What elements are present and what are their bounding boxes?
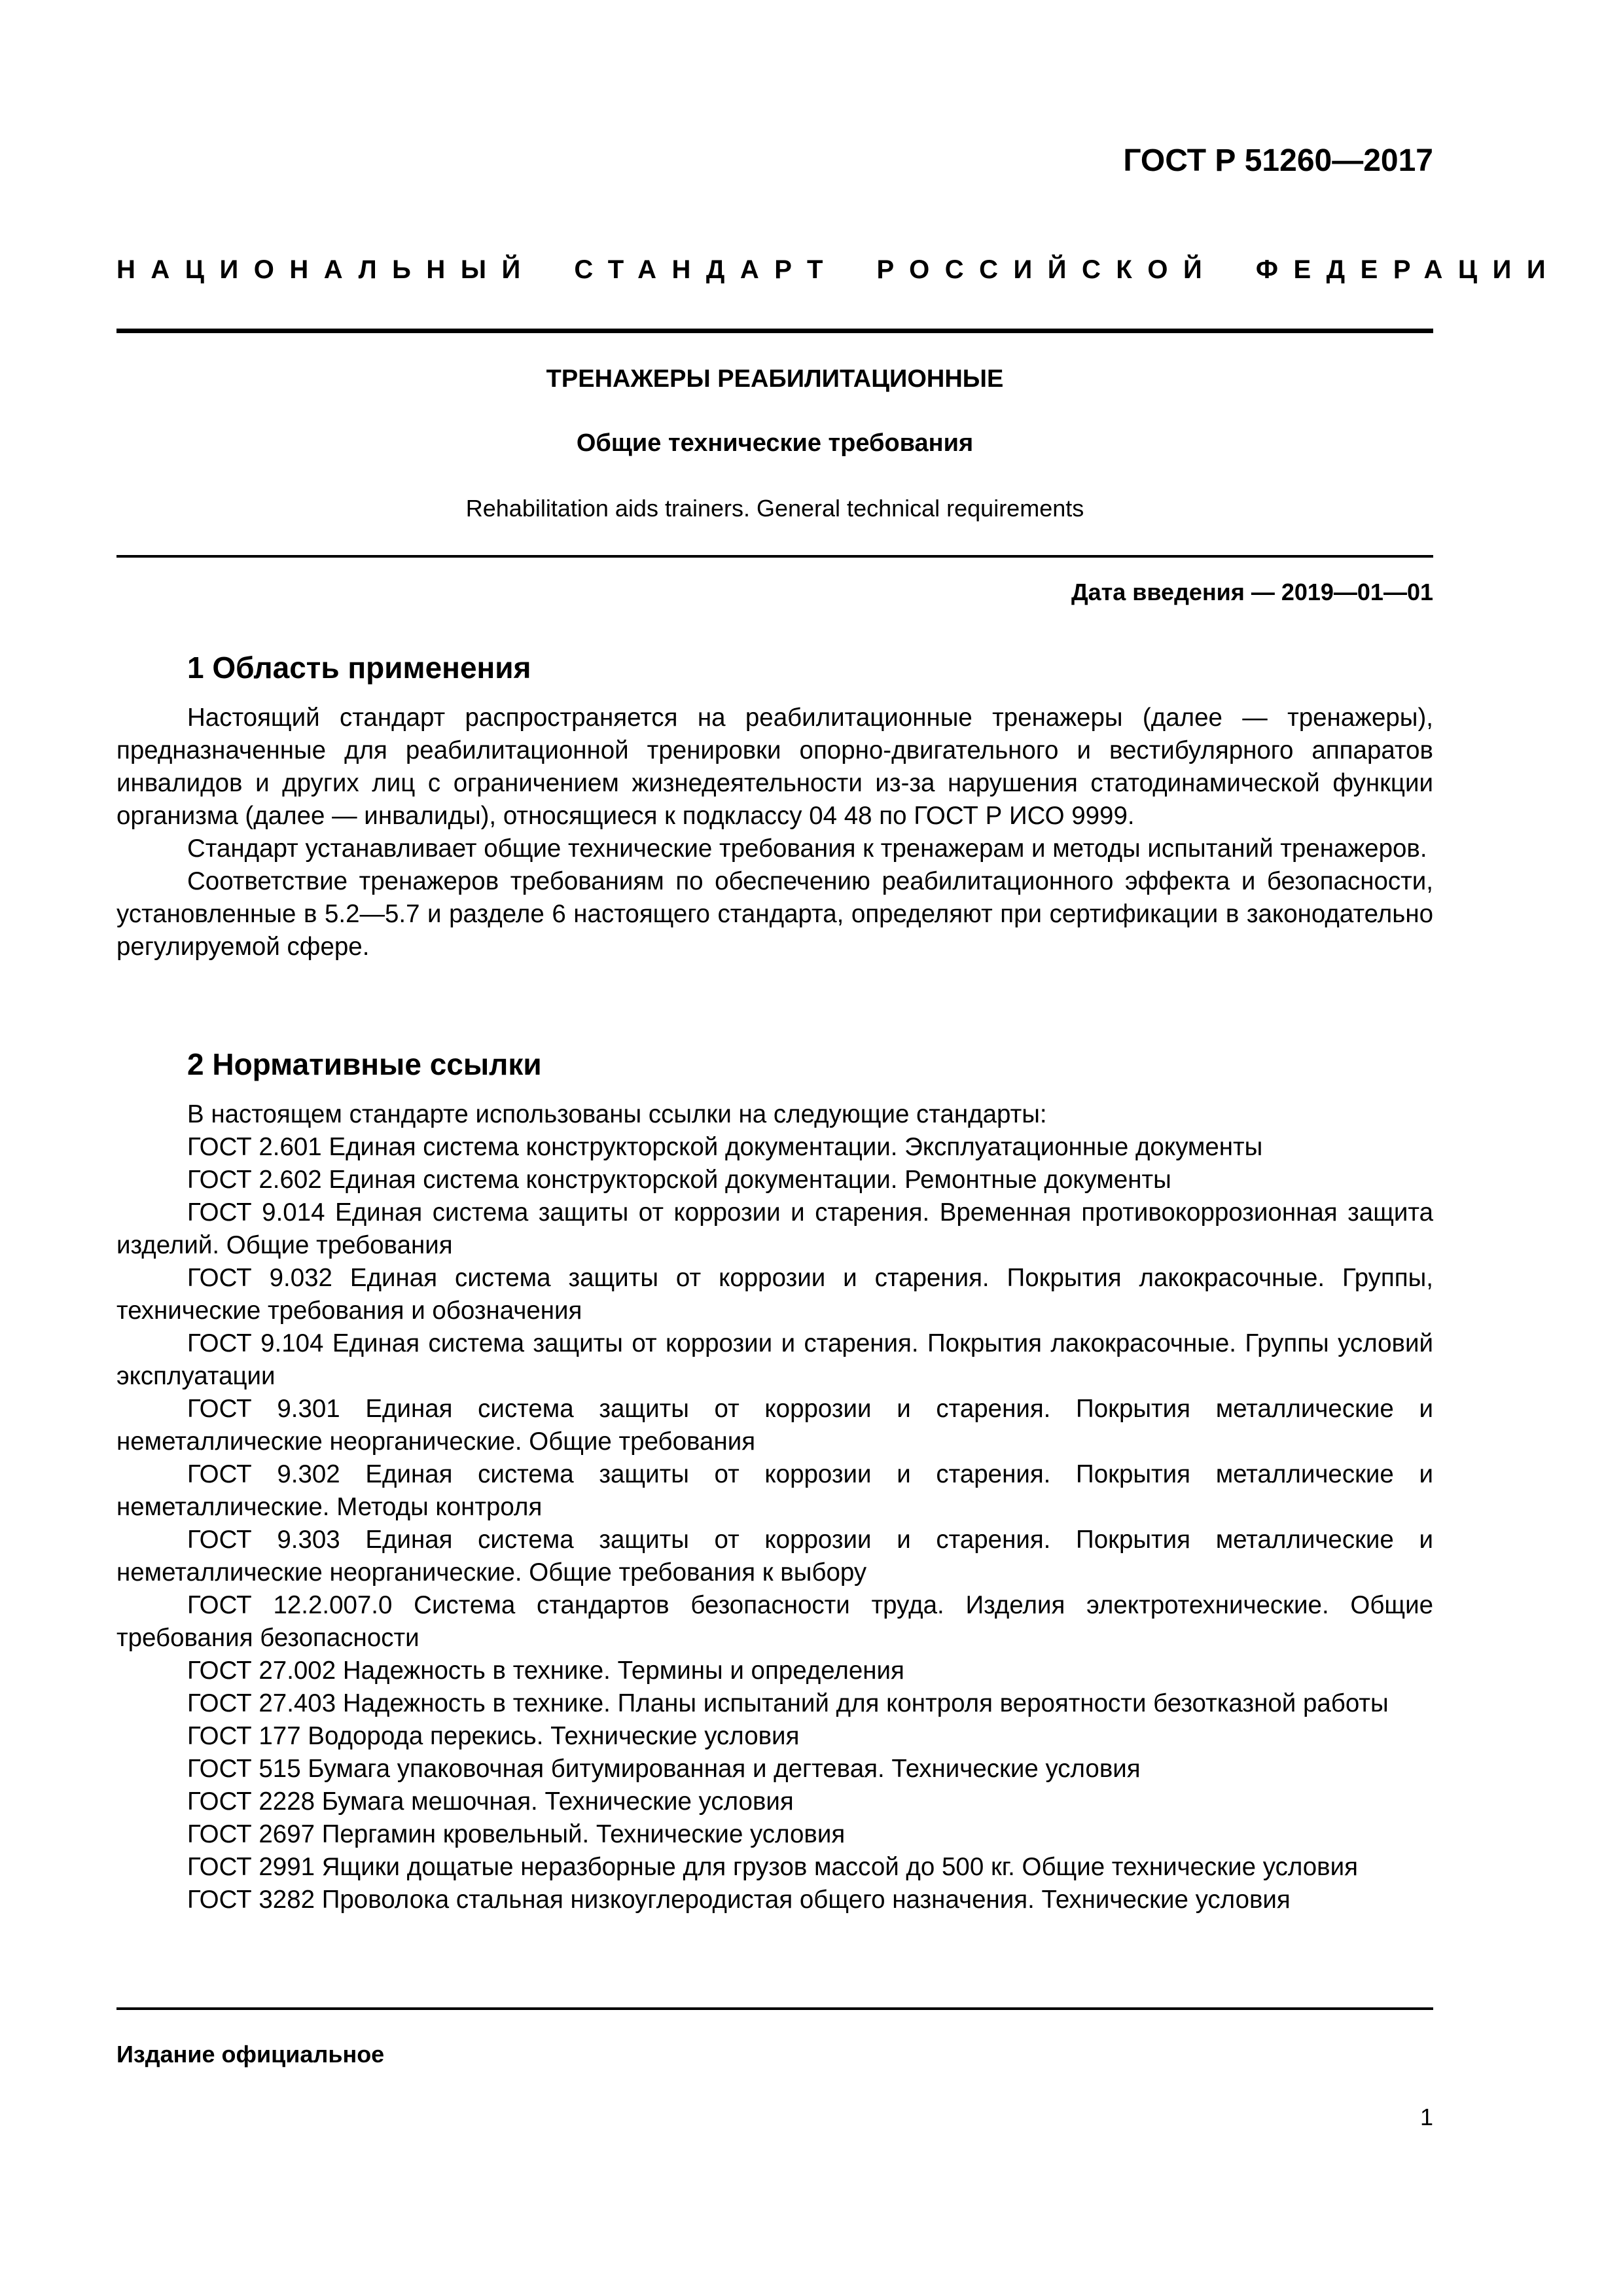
section-heading-references: 2 Нормативные ссылки — [187, 1047, 542, 1081]
reference-item: ГОСТ 3282 Проволока стальная низкоуглеродистая общего назначения. Технические условия — [187, 1886, 1291, 1914]
header-divider — [116, 329, 1433, 333]
reference-item: ГОСТ 9.303 Единая система защиты от коррозии и старения. Покрытия металлические и неметаллические неорганические. Общие требования к выбору — [116, 1526, 1433, 1587]
reference-item: ГОСТ 2.602 Единая система конструкторской документации. Ремонтные документы — [187, 1166, 1171, 1194]
reference-item: ГОСТ 9.032 Единая система защиты от коррозии и старения. Покрытия лакокрасочные. Группы, технические требования и обозначения — [116, 1264, 1433, 1325]
reference-item: ГОСТ 27.002 Надежность в технике. Термины и определения — [187, 1657, 904, 1685]
standard-code: ГОСТ Р 51260—2017 — [1123, 143, 1433, 178]
footer-divider — [116, 2007, 1433, 2010]
references-intro: В настоящем стандарте использованы ссылки на следующие стандарты: — [187, 1100, 1047, 1128]
reference-item: ГОСТ 177 Водорода перекись. Технические условия — [187, 1722, 800, 1750]
reference-item: ГОСТ 2697 Пергамин кровельный. Технические условия — [187, 1820, 846, 1848]
section-scope — [116, 648, 1433, 963]
reference-item: ГОСТ 2991 Ящики дощатые неразборные для грузов массой до 500 кг. Общие технические условия — [187, 1853, 1358, 1881]
reference-item: ГОСТ 9.301 Единая система защиты от коррозии и старения. Покрытия металлические и неметаллические неорганические. Общие требования — [116, 1395, 1433, 1456]
reference-item: ГОСТ 9.302 Единая система защиты от коррозии и старения. Покрытия металлические и неметаллические. Методы контроля — [116, 1460, 1433, 1521]
reference-item: ГОСТ 9.104 Единая система защиты от коррозии и старения. Покрытия лакокрасочные. Группы условий эксплуатации — [116, 1329, 1433, 1390]
document-subtitle: Общие технические требования — [576, 429, 974, 457]
reference-item: ГОСТ 2228 Бумага мешочная. Технические условия — [187, 1787, 794, 1816]
reference-item: ГОСТ 2.601 Единая система конструкторской документации. Эксплуатационные документы — [187, 1133, 1263, 1161]
official-edition-label: Издание официальное — [116, 2041, 385, 2068]
reference-item: ГОСТ 515 Бумага упаковочная битумированная и дегтевая. Технические условия — [187, 1755, 1141, 1783]
reference-item: ГОСТ 9.014 Единая система защиты от коррозии и старения. Временная противокоррозионная защита изделий. Общие требования — [116, 1198, 1433, 1259]
english-title: Rehabilitation aids trainers. General technical requirements — [465, 495, 1084, 522]
introduction-date: Дата введения — 2019—01—01 — [1071, 579, 1433, 605]
scope-paragraph: Стандарт устанавливает общие технические требования к тренажерам и методы испытаний тренажеров. — [187, 834, 1427, 863]
national-standard-banner: НАЦИОНАЛЬНЫЙ СТАНДАРТ РОССИЙСКОЙ ФЕДЕРАЦИИ — [116, 255, 1561, 284]
reference-item: ГОСТ 12.2.007.0 Система стандартов безопасности труда. Изделия электротехнические. Общие требования безопасности — [116, 1591, 1433, 1652]
reference-item: ГОСТ 27.403 Надежность в технике. Планы испытаний для контроля вероятности безотказной работы — [187, 1689, 1389, 1717]
page-number: 1 — [1419, 2104, 1433, 2130]
scope-paragraph: Соответствие тренажеров требованиям по обеспечению реабилитационного эффекта и безопасности, установленные в 5.2—5.7 и разделе 6 настоящего стандарта, определяют при сертификации в законодательно регулируемой сфере. — [116, 867, 1433, 961]
scope-paragraph: Настоящий стандарт распространяется на реабилитационные тренажеры (далее — тренажеры), предназначенные для реабилитационной тренировки опорно-двигательного и вестибулярного аппаратов инвалидов и других лиц с ограничением жизнедеятельности из-за нарушения статодинамической функции организма (далее — инвалиды), относящиеся к подклассу 04 48 по ГОСТ Р ИСО 9999. — [116, 704, 1433, 830]
title-divider — [116, 555, 1433, 558]
document-title: ТРЕНАЖЕРЫ РЕАБИЛИТАЦИОННЫЕ — [546, 365, 1004, 393]
section-heading-scope: 1 Область применения — [187, 651, 531, 685]
section-references — [116, 1045, 1433, 1916]
